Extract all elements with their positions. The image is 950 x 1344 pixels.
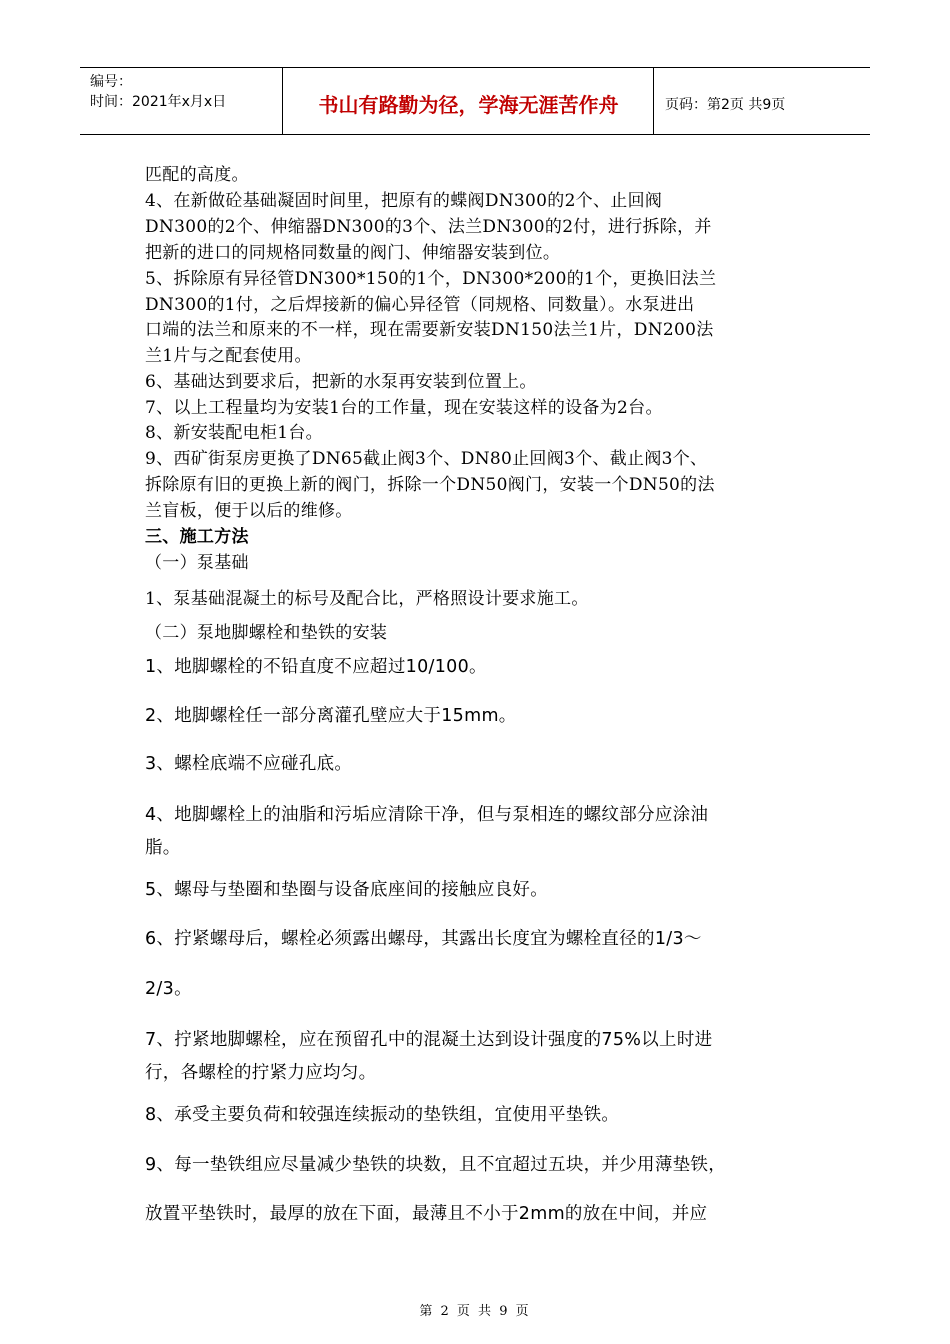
body-line: DN300的1付，之后焊接新的偏心异径管（同规格、同数量）。水泵进出 (145, 295, 695, 315)
list-item-continuation: 脂。 (145, 838, 181, 858)
body-line: 口端的法兰和原来的不一样，现在需要新安装DN150法兰1片，DN200法 (145, 320, 714, 340)
list-item-continuation: 放置平垫铁时，最厚的放在下面，最薄且不小于2mm的放在中间，并应 (145, 1204, 708, 1224)
header-motto: 书山有路勤为径，学海无涯苦作舟 (284, 68, 654, 134)
list-item-continuation: 2/3。 (145, 979, 192, 999)
list-item-continuation: 行，各螺栓的拧紧力应均匀。 (145, 1063, 377, 1083)
date-label: 时间：2021年x月x日 (90, 94, 227, 110)
body-line: 兰盲板，便于以后的维修。 (145, 501, 353, 521)
body-line: 8、新安装配电柜1台。 (145, 423, 323, 443)
body-line: 1、泵基础混凝土的标号及配合比，严格照设计要求施工。 (145, 589, 589, 609)
body-line: 9、西矿街泵房更换了DN65截止阀3个、DN80止回阀3个、截止阀3个、 (145, 449, 708, 469)
list-item: 7、拧紧地脚螺栓，应在预留孔中的混凝土达到设计强度的75%以上时进 (145, 1030, 713, 1050)
body-line: 兰1片与之配套使用。 (145, 346, 312, 366)
body-line: 把新的进口的同规格同数量的阀门、伸缩器安装到位。 (145, 243, 561, 263)
header-page-code: 页码：第2页 共9页 (665, 97, 786, 113)
page-footer: 第 2 页 共 9 页 (419, 1304, 531, 1319)
body-line: 匹配的高度。 (145, 165, 249, 185)
list-item: 1、地脚螺栓的不铅直度不应超过10/100。 (145, 657, 487, 677)
body-line: 7、以上工程量均为安装1台的工作量，现在安装这样的设备为2台。 (145, 398, 663, 418)
body-line: 5、拆除原有异径管DN300*150的1个，DN300*200的1个，更换旧法兰 (145, 269, 717, 289)
header-meta (80, 68, 283, 134)
list-item: 9、每一垫铁组应尽量减少垫铁的块数，且不宜超过五块，并少用薄垫铁， (145, 1155, 727, 1175)
subsection-heading: （二）泵地脚螺栓和垫铁的安装 (145, 623, 388, 643)
list-item: 2、地脚螺栓任一部分离灌孔壁应大于15mm。 (145, 706, 517, 726)
body-line: 4、在新做砼基础凝固时间里，把原有的蝶阀DN300的2个、止回阀 (145, 191, 663, 211)
list-item: 3、螺栓底端不应碰孔底。 (145, 754, 353, 774)
subsection-heading: （一）泵基础 (145, 553, 249, 573)
section-heading: 三、施工方法 (145, 527, 249, 547)
serial-label: 编号： (90, 74, 132, 90)
list-item: 8、承受主要负荷和较强连续振动的垫铁组，宜使用平垫铁。 (145, 1105, 620, 1125)
page-header (80, 67, 870, 135)
body-line: 拆除原有旧的更换上新的阀门，拆除一个DN50阀门，安装一个DN50的法 (145, 475, 715, 495)
body-line: 6、基础达到要求后，把新的水泵再安装到位置上。 (145, 372, 537, 392)
list-item: 5、螺母与垫圈和垫圈与设备底座间的接触应良好。 (145, 880, 549, 900)
list-item: 6、拧紧螺母后，螺栓必须露出螺母，其露出长度宜为螺栓直径的1/3～ (145, 929, 702, 949)
list-item: 4、地脚螺栓上的油脂和污垢应清除干净，但与泵相连的螺纹部分应涂油 (145, 805, 709, 825)
body-line: DN300的2个、伸缩器DN300的3个、法兰DN300的2付，进行拆除，并 (145, 217, 712, 237)
